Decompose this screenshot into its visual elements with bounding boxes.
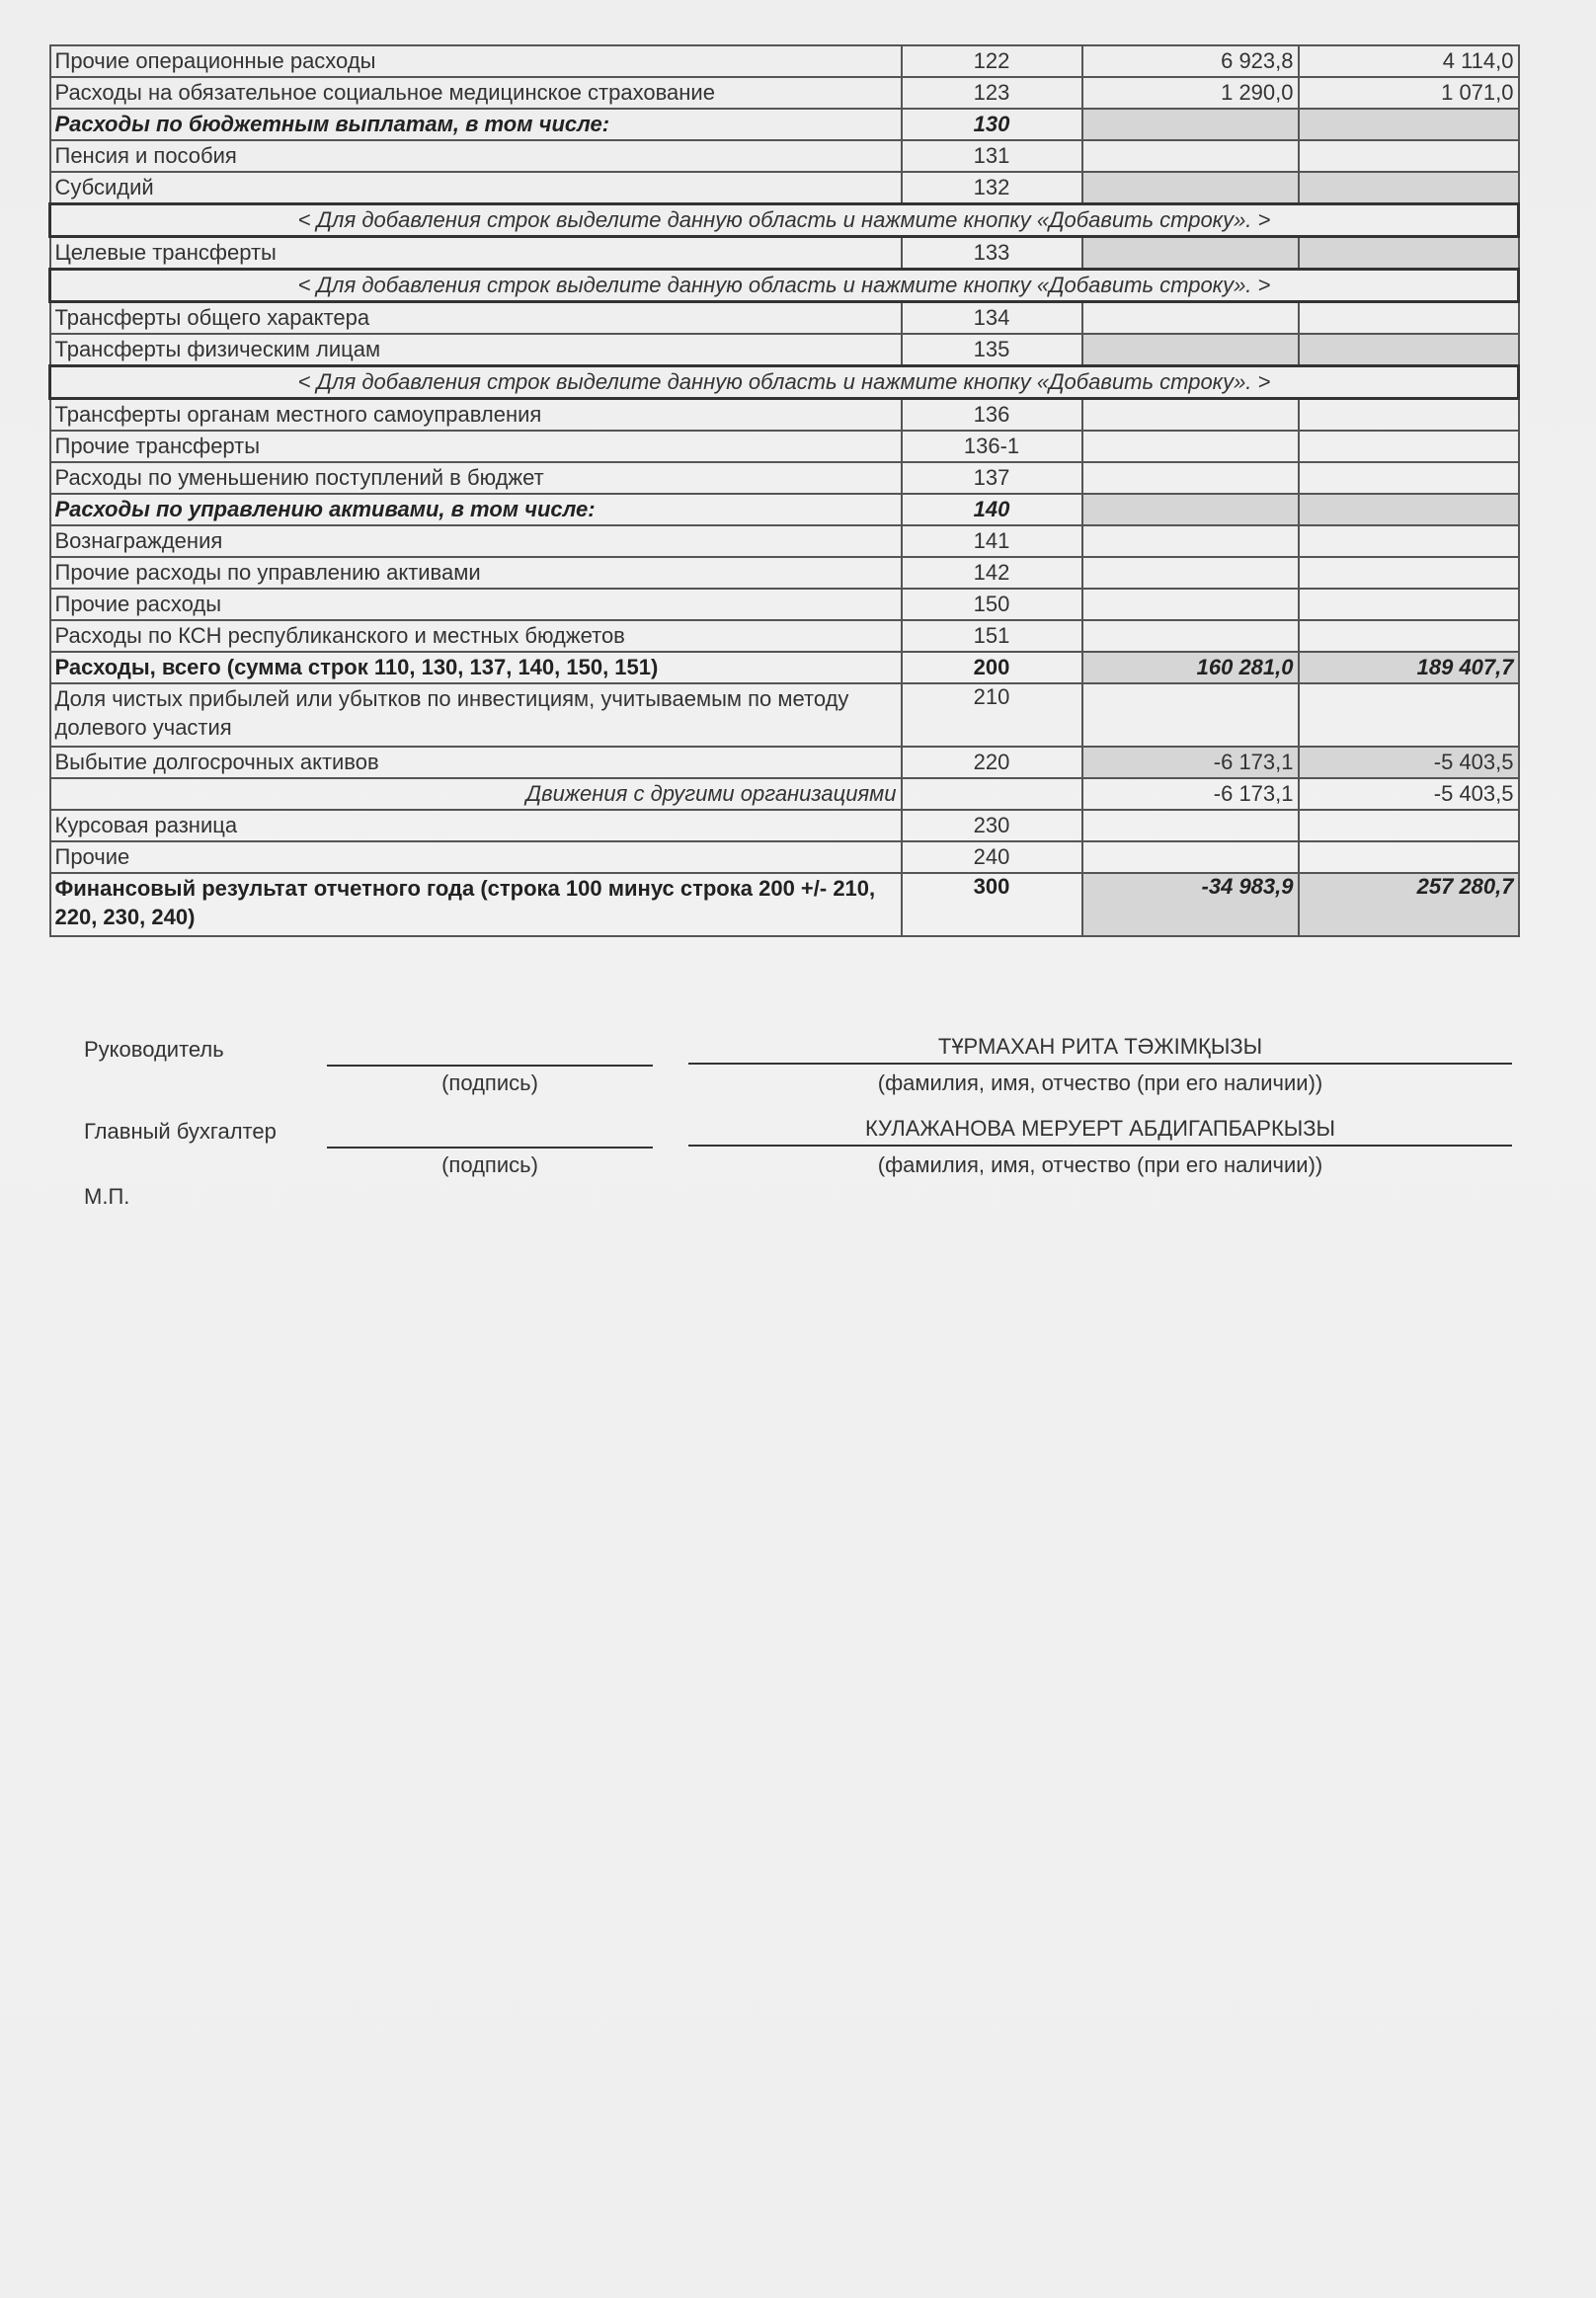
row-code: 137	[902, 462, 1082, 494]
accountant-signature-caption: (подпись)	[441, 1152, 538, 1177]
add-row-hint[interactable]: < Для добавления строк выделите данную область и нажмите кнопку «Добавить строку». >	[50, 270, 1519, 302]
row-code: 132	[902, 172, 1082, 204]
row-code: 230	[902, 810, 1082, 841]
row-code: 136-1	[902, 431, 1082, 462]
value-current-period[interactable]	[1082, 431, 1299, 462]
row-code: 134	[902, 302, 1082, 335]
value-previous-period[interactable]	[1299, 620, 1519, 652]
row-code: 122	[902, 45, 1082, 77]
row-code: 123	[902, 77, 1082, 109]
row-label: Прочие операционные расходы	[50, 45, 902, 77]
row-code: 133	[902, 237, 1082, 270]
add-row-placeholder[interactable]	[50, 270, 1519, 302]
add-row-placeholder[interactable]	[50, 366, 1519, 399]
row-label: Расходы на обязательное социальное медицинское страхование	[50, 77, 902, 109]
row-label: Субсидий	[50, 172, 902, 204]
row-label: Пенсия и пособия	[50, 140, 902, 172]
financial-results-table	[48, 44, 1520, 937]
value-previous-period[interactable]	[1299, 431, 1519, 462]
row-label: Трансферты общего характера	[50, 302, 902, 335]
value-current-period[interactable]	[1082, 525, 1299, 557]
value-current-period[interactable]	[1082, 172, 1299, 204]
table-row	[50, 462, 1519, 494]
value-current-period[interactable]	[1082, 302, 1299, 335]
row-code: 131	[902, 140, 1082, 172]
value-previous-period[interactable]	[1299, 109, 1519, 140]
row-code: 142	[902, 557, 1082, 589]
accountant-name-caption: (фамилия, имя, отчество (при его наличии))	[877, 1152, 1323, 1177]
value-previous-period[interactable]	[1299, 557, 1519, 589]
table-row	[50, 873, 1519, 936]
table-row	[50, 652, 1519, 683]
value-previous-period[interactable]: 257 280,7	[1299, 873, 1519, 936]
add-row-placeholder[interactable]	[50, 204, 1519, 237]
table-row	[50, 747, 1519, 778]
add-row-hint[interactable]: < Для добавления строк выделите данную область и нажмите кнопку «Добавить строку». >	[50, 366, 1519, 399]
value-current-period[interactable]	[1082, 557, 1299, 589]
director-label: Руководитель	[84, 1037, 224, 1062]
row-code	[902, 778, 1082, 810]
table-row	[50, 494, 1519, 525]
table-row	[50, 399, 1519, 432]
row-code: 210	[902, 683, 1082, 747]
row-label: Прочие расходы по управлению активами	[50, 557, 902, 589]
table-row	[50, 172, 1519, 204]
value-current-period[interactable]	[1082, 589, 1299, 620]
table-row	[50, 557, 1519, 589]
table-row	[50, 109, 1519, 140]
value-previous-period[interactable]	[1299, 462, 1519, 494]
row-code: 130	[902, 109, 1082, 140]
value-current-period[interactable]: 160 281,0	[1082, 652, 1299, 683]
table-row	[50, 810, 1519, 841]
accountant-signature-line	[327, 1147, 653, 1149]
table-row	[50, 589, 1519, 620]
value-current-period[interactable]: 6 923,8	[1082, 45, 1299, 77]
value-previous-period[interactable]: -5 403,5	[1299, 747, 1519, 778]
value-previous-period[interactable]	[1299, 140, 1519, 172]
row-code: 300	[902, 873, 1082, 936]
row-code: 136	[902, 399, 1082, 432]
value-previous-period[interactable]	[1299, 334, 1519, 366]
table-row	[50, 525, 1519, 557]
row-code: 240	[902, 841, 1082, 873]
row-label: Расходы по уменьшению поступлений в бюджет	[50, 462, 902, 494]
table-row	[50, 683, 1519, 747]
table-row	[50, 334, 1519, 366]
row-label: Курсовая разница	[50, 810, 902, 841]
accountant-name-line	[688, 1145, 1512, 1147]
table-row	[50, 237, 1519, 270]
value-previous-period[interactable]: 1 071,0	[1299, 77, 1519, 109]
row-label: Целевые трансферты	[50, 237, 902, 270]
value-previous-period[interactable]	[1299, 810, 1519, 841]
value-current-period[interactable]	[1082, 494, 1299, 525]
row-label: Трансферты физическим лицам	[50, 334, 902, 366]
row-label: Прочие трансферты	[50, 431, 902, 462]
value-previous-period[interactable]	[1299, 302, 1519, 335]
director-name-caption: (фамилия, имя, отчество (при его наличии))	[877, 1070, 1323, 1095]
director-name: ТҰРМАХАН РИТА ТӘЖІМҚЫЗЫ	[937, 1034, 1263, 1059]
value-current-period[interactable]	[1082, 237, 1299, 270]
row-label: Финансовый результат отчетного года (строка 100 минус строка 200 +/- 210, 220, 230, 240)	[50, 873, 902, 936]
value-previous-period[interactable]	[1299, 683, 1519, 747]
value-previous-period[interactable]: -5 403,5	[1299, 778, 1519, 810]
row-code: 135	[902, 334, 1082, 366]
row-code: 220	[902, 747, 1082, 778]
row-label: Доля чистых прибылей или убытков по инвестициям, учитываемым по методу долевого участия	[50, 683, 902, 747]
value-current-period[interactable]	[1082, 810, 1299, 841]
value-previous-period[interactable]	[1299, 525, 1519, 557]
value-previous-period[interactable]: 189 407,7	[1299, 652, 1519, 683]
accountant-label: Главный бухгалтер	[84, 1119, 277, 1144]
director-signature-line	[327, 1065, 653, 1067]
accountant-name: КУЛАЖАНОВА МЕРУЕРТ АБДИГАПБАРКЫЗЫ	[864, 1116, 1336, 1141]
table-row	[50, 620, 1519, 652]
value-current-period[interactable]	[1082, 399, 1299, 432]
value-previous-period[interactable]	[1299, 172, 1519, 204]
value-previous-period[interactable]	[1299, 589, 1519, 620]
value-current-period[interactable]	[1082, 334, 1299, 366]
value-current-period[interactable]	[1082, 841, 1299, 873]
value-current-period[interactable]: -34 983,9	[1082, 873, 1299, 936]
row-label: Движения с другими организациями	[50, 778, 902, 810]
add-row-hint[interactable]: < Для добавления строк выделите данную область и нажмите кнопку «Добавить строку». >	[50, 204, 1519, 237]
director-name-line	[688, 1063, 1512, 1065]
value-current-period[interactable]: -6 173,1	[1082, 747, 1299, 778]
row-label: Вознаграждения	[50, 525, 902, 557]
row-label: Выбытие долгосрочных активов	[50, 747, 902, 778]
value-current-period[interactable]	[1082, 109, 1299, 140]
stamp-place: М.П.	[84, 1184, 130, 1209]
row-label: Расходы, всего (сумма строк 110, 130, 137, 140, 150, 151)	[50, 652, 902, 683]
value-current-period[interactable]	[1082, 462, 1299, 494]
value-current-period[interactable]: -6 173,1	[1082, 778, 1299, 810]
value-previous-period[interactable]	[1299, 841, 1519, 873]
row-label: Расходы по бюджетным выплатам, в том числе:	[50, 109, 902, 140]
row-code: 150	[902, 589, 1082, 620]
value-previous-period[interactable]: 4 114,0	[1299, 45, 1519, 77]
value-current-period[interactable]	[1082, 140, 1299, 172]
table-row	[50, 45, 1519, 77]
value-current-period[interactable]	[1082, 683, 1299, 747]
row-code: 200	[902, 652, 1082, 683]
table-row	[50, 140, 1519, 172]
row-label: Расходы по управлению активами, в том числе:	[50, 494, 902, 525]
row-code: 151	[902, 620, 1082, 652]
value-current-period[interactable]: 1 290,0	[1082, 77, 1299, 109]
value-previous-period[interactable]	[1299, 399, 1519, 432]
table-row	[50, 778, 1519, 810]
row-code: 140	[902, 494, 1082, 525]
value-current-period[interactable]	[1082, 620, 1299, 652]
director-signature-caption: (подпись)	[441, 1070, 538, 1095]
row-label: Трансферты органам местного самоуправления	[50, 399, 902, 432]
row-label: Прочие	[50, 841, 902, 873]
value-previous-period[interactable]	[1299, 494, 1519, 525]
table-row	[50, 302, 1519, 335]
table-row	[50, 841, 1519, 873]
row-label: Расходы по КСН республиканского и местных бюджетов	[50, 620, 902, 652]
table-row	[50, 431, 1519, 462]
table-row	[50, 77, 1519, 109]
value-previous-period[interactable]	[1299, 237, 1519, 270]
row-label: Прочие расходы	[50, 589, 902, 620]
row-code: 141	[902, 525, 1082, 557]
